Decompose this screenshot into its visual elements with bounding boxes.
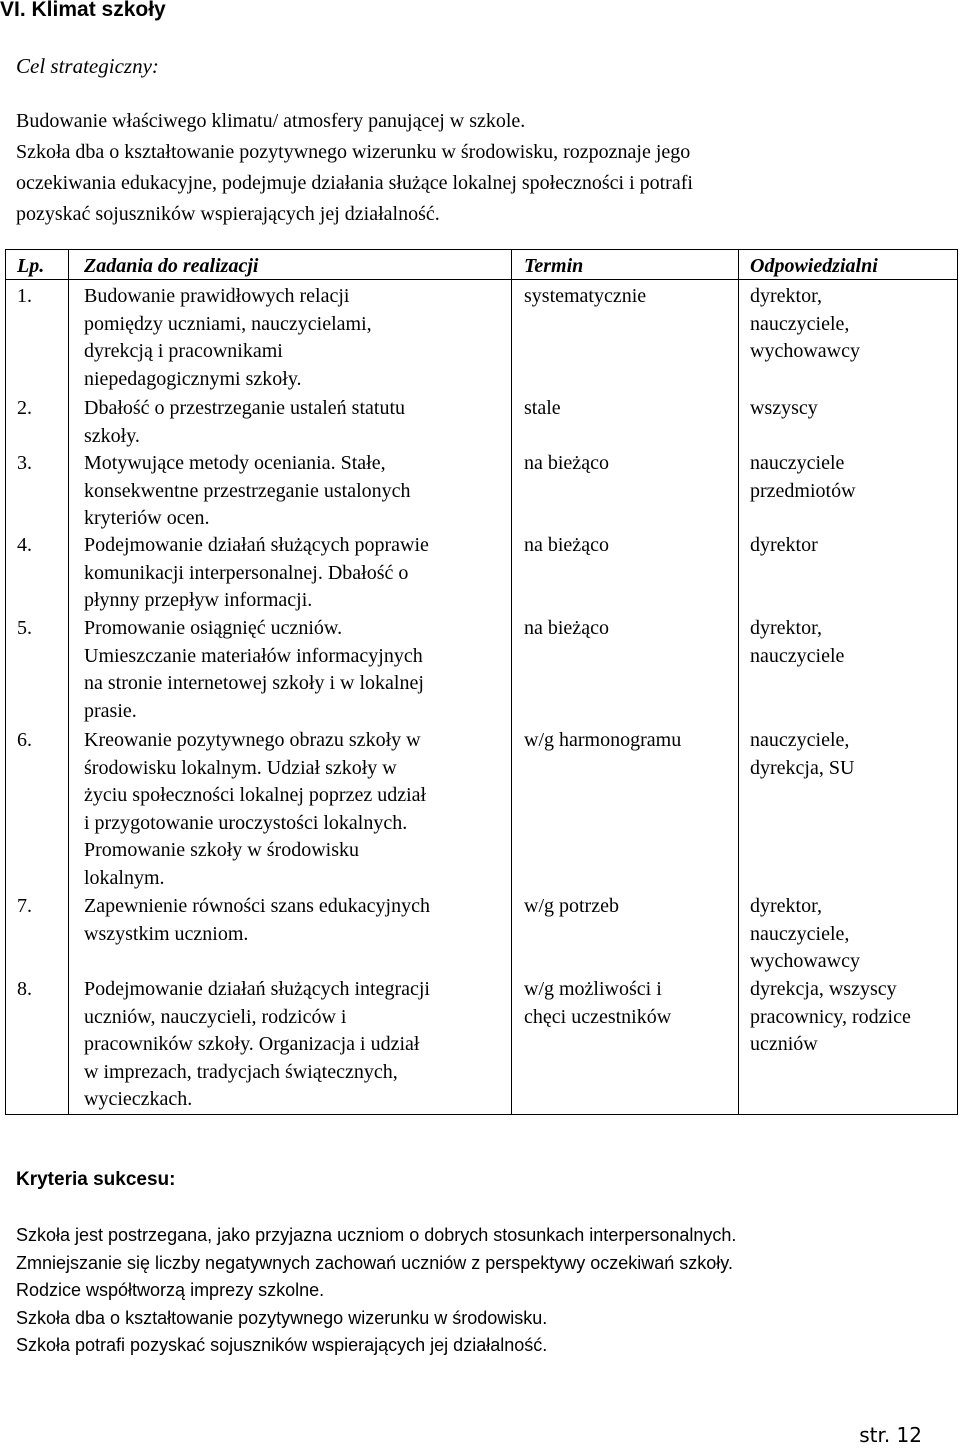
cell-line: przedmiotów	[750, 479, 856, 502]
cell-line: dyrektor,	[750, 895, 822, 917]
cell-line: Podejmowanie działań służących integracji	[84, 978, 430, 1000]
cell-line: dyrektor,	[750, 285, 822, 307]
row-responsible	[750, 532, 818, 560]
cell-line: dyrekcja, SU	[750, 756, 855, 779]
criteria-item: Szkoła jest postrzegana, jako przyjazna uczniom o dobrych stosunkach interpersonalnych.	[16, 1225, 737, 1245]
cell-line: pracownicy, rodzice	[750, 1005, 911, 1028]
row-task	[84, 893, 430, 948]
intro-line: Budowanie właściwego klimatu/ atmosfery panującej w szkole.	[16, 110, 526, 132]
cell-line: lokalnym.	[84, 866, 165, 889]
cell-line: systematycznie	[524, 285, 647, 307]
intro-line: Szkoła dba o kształtowanie pozytywnego wizerunku w środowisku, rozpoznaje jego	[16, 141, 691, 163]
cell-line: na bieżąco	[524, 617, 609, 639]
row-task	[84, 615, 424, 725]
header-responsible: Odpowiedzialni	[750, 255, 878, 277]
criteria-item: Szkoła dba o kształtowanie pozytywnego wizerunku w środowisku.	[16, 1307, 548, 1328]
cell-line: środowisku lokalnym. Udział szkoły w	[84, 756, 397, 779]
header-divider	[6, 279, 957, 280]
cell-line: dyrekcją i pracownikami	[84, 340, 283, 362]
row-responsible	[750, 283, 860, 366]
row-responsible	[750, 615, 844, 670]
cell-line: Promowanie szkoły w środowisku	[84, 839, 359, 861]
column-divider	[68, 250, 69, 1114]
cell-line: w/g możliwości i	[524, 978, 662, 1000]
intro-paragraph	[16, 106, 916, 230]
row-responsible	[750, 727, 854, 782]
cell-line: wszyscy	[750, 397, 818, 419]
strategic-goal-label: Cel strategiczny:	[16, 54, 159, 78]
row-number: 7.	[17, 895, 32, 917]
row-responsible	[750, 450, 856, 505]
row-number: 4.	[17, 534, 32, 556]
row-task	[84, 976, 430, 1114]
row-number: 3.	[17, 452, 32, 474]
cell-line: Budowanie prawidłowych relacji	[84, 285, 350, 307]
row-term	[524, 976, 671, 1031]
cell-line: komunikacji interpersonalnej. Dbałość o	[84, 561, 409, 584]
cell-line: wychowawcy	[750, 340, 860, 362]
success-criteria-list	[16, 1222, 736, 1360]
cell-line: pracowników szkoły. Organizacja i udział	[84, 1033, 420, 1055]
section-heading: VI. Klimat szkoły	[0, 0, 166, 21]
row-term	[524, 395, 561, 423]
cell-line: Dbałość o przestrzeganie ustaleń statutu	[84, 397, 405, 419]
column-divider	[511, 250, 512, 1114]
row-responsible	[750, 976, 911, 1059]
cell-line: na stronie internetowej szkoły i w lokalnej	[84, 672, 424, 694]
cell-line: Promowanie osiągnięć uczniów.	[84, 617, 343, 639]
row-responsible	[750, 893, 860, 976]
cell-line: uczniów, nauczycieli, rodziców i	[84, 1005, 347, 1028]
tasks-table	[5, 249, 958, 1115]
cell-line: Zapewnienie równości szans edukacyjnych	[84, 895, 430, 917]
cell-line: pomiędzy uczniami, nauczycielami,	[84, 312, 372, 335]
cell-line: dyrektor	[750, 534, 818, 556]
cell-line: wycieczkach.	[84, 1088, 193, 1110]
cell-line: chęci uczestników	[524, 1005, 672, 1028]
row-task	[84, 450, 411, 533]
cell-line: prasie.	[84, 699, 137, 722]
cell-line: na bieżąco	[524, 534, 609, 556]
row-number: 2.	[17, 397, 32, 419]
cell-line: w/g harmonogramu	[524, 729, 682, 751]
row-term	[524, 283, 646, 311]
row-responsible	[750, 395, 818, 423]
cell-line: wychowawcy	[750, 950, 860, 972]
cell-line: uczniów	[750, 1033, 818, 1055]
cell-line: dyrektor,	[750, 617, 822, 639]
cell-line: nauczyciele,	[750, 729, 850, 751]
row-term	[524, 893, 619, 921]
row-task	[84, 395, 405, 450]
row-task	[84, 283, 372, 393]
cell-line: stale	[524, 397, 561, 419]
page-number: str. 12	[859, 1423, 922, 1447]
criteria-item: Zmniejszanie się liczby negatywnych zachowań uczniów z perspektywy oczekiwań szkoły.	[16, 1252, 733, 1273]
row-number: 5.	[17, 617, 32, 639]
row-task	[84, 727, 426, 892]
row-number: 1.	[17, 285, 32, 307]
cell-line: w imprezach, tradycjach świątecznych,	[84, 1060, 398, 1083]
cell-line: konsekwentne przestrzeganie ustalonych	[84, 479, 411, 502]
row-task	[84, 532, 429, 615]
cell-line: kryteriów ocen.	[84, 507, 210, 529]
row-term	[524, 532, 609, 560]
header-term: Termin	[524, 255, 584, 277]
cell-line: Umieszczanie materiałów informacyjnych	[84, 644, 423, 667]
row-term	[524, 450, 609, 478]
cell-line: Motywujące metody oceniania. Stałe,	[84, 452, 386, 474]
row-term	[524, 727, 681, 755]
column-divider	[738, 250, 739, 1114]
cell-line: szkoły.	[84, 424, 140, 447]
cell-line: Podejmowanie działań służących poprawie	[84, 534, 429, 556]
cell-line: dyrekcja, wszyscy	[750, 978, 897, 1000]
cell-line: wszystkim uczniom.	[84, 922, 249, 945]
cell-line: i przygotowanie uroczystości lokalnych.	[84, 811, 408, 834]
cell-line: Kreowanie pozytywnego obrazu szkoły w	[84, 729, 421, 751]
intro-line: oczekiwania edukacyjne, podejmuje działania służące lokalnej społeczności i potrafi	[16, 172, 693, 194]
intro-line: pozyskać sojuszników wspierających jej działalność.	[16, 203, 440, 225]
cell-line: nauczyciele	[750, 452, 845, 474]
cell-line: nauczyciele,	[750, 312, 850, 335]
header-lp: Lp.	[17, 255, 45, 277]
cell-line: płynny przepływ informacji.	[84, 589, 313, 611]
header-task: Zadania do realizacji	[84, 255, 259, 277]
cell-line: w/g potrzeb	[524, 895, 619, 917]
row-term	[524, 615, 609, 643]
criteria-item: Rodzice współtworzą imprezy szkolne.	[16, 1280, 325, 1300]
row-number: 8.	[17, 978, 32, 1000]
cell-line: na bieżąco	[524, 452, 609, 474]
cell-line: niepedagogicznymi szkoły.	[84, 367, 302, 390]
cell-line: nauczyciele	[750, 644, 845, 667]
criteria-item: Szkoła potrafi pozyskać sojuszników wspierających jej działalność.	[16, 1335, 548, 1355]
row-number: 6.	[17, 729, 32, 751]
cell-line: życiu społeczności lokalnej poprzez udział	[84, 784, 427, 806]
success-criteria-heading: Kryteria sukcesu:	[16, 1169, 176, 1190]
cell-line: nauczyciele,	[750, 922, 850, 945]
